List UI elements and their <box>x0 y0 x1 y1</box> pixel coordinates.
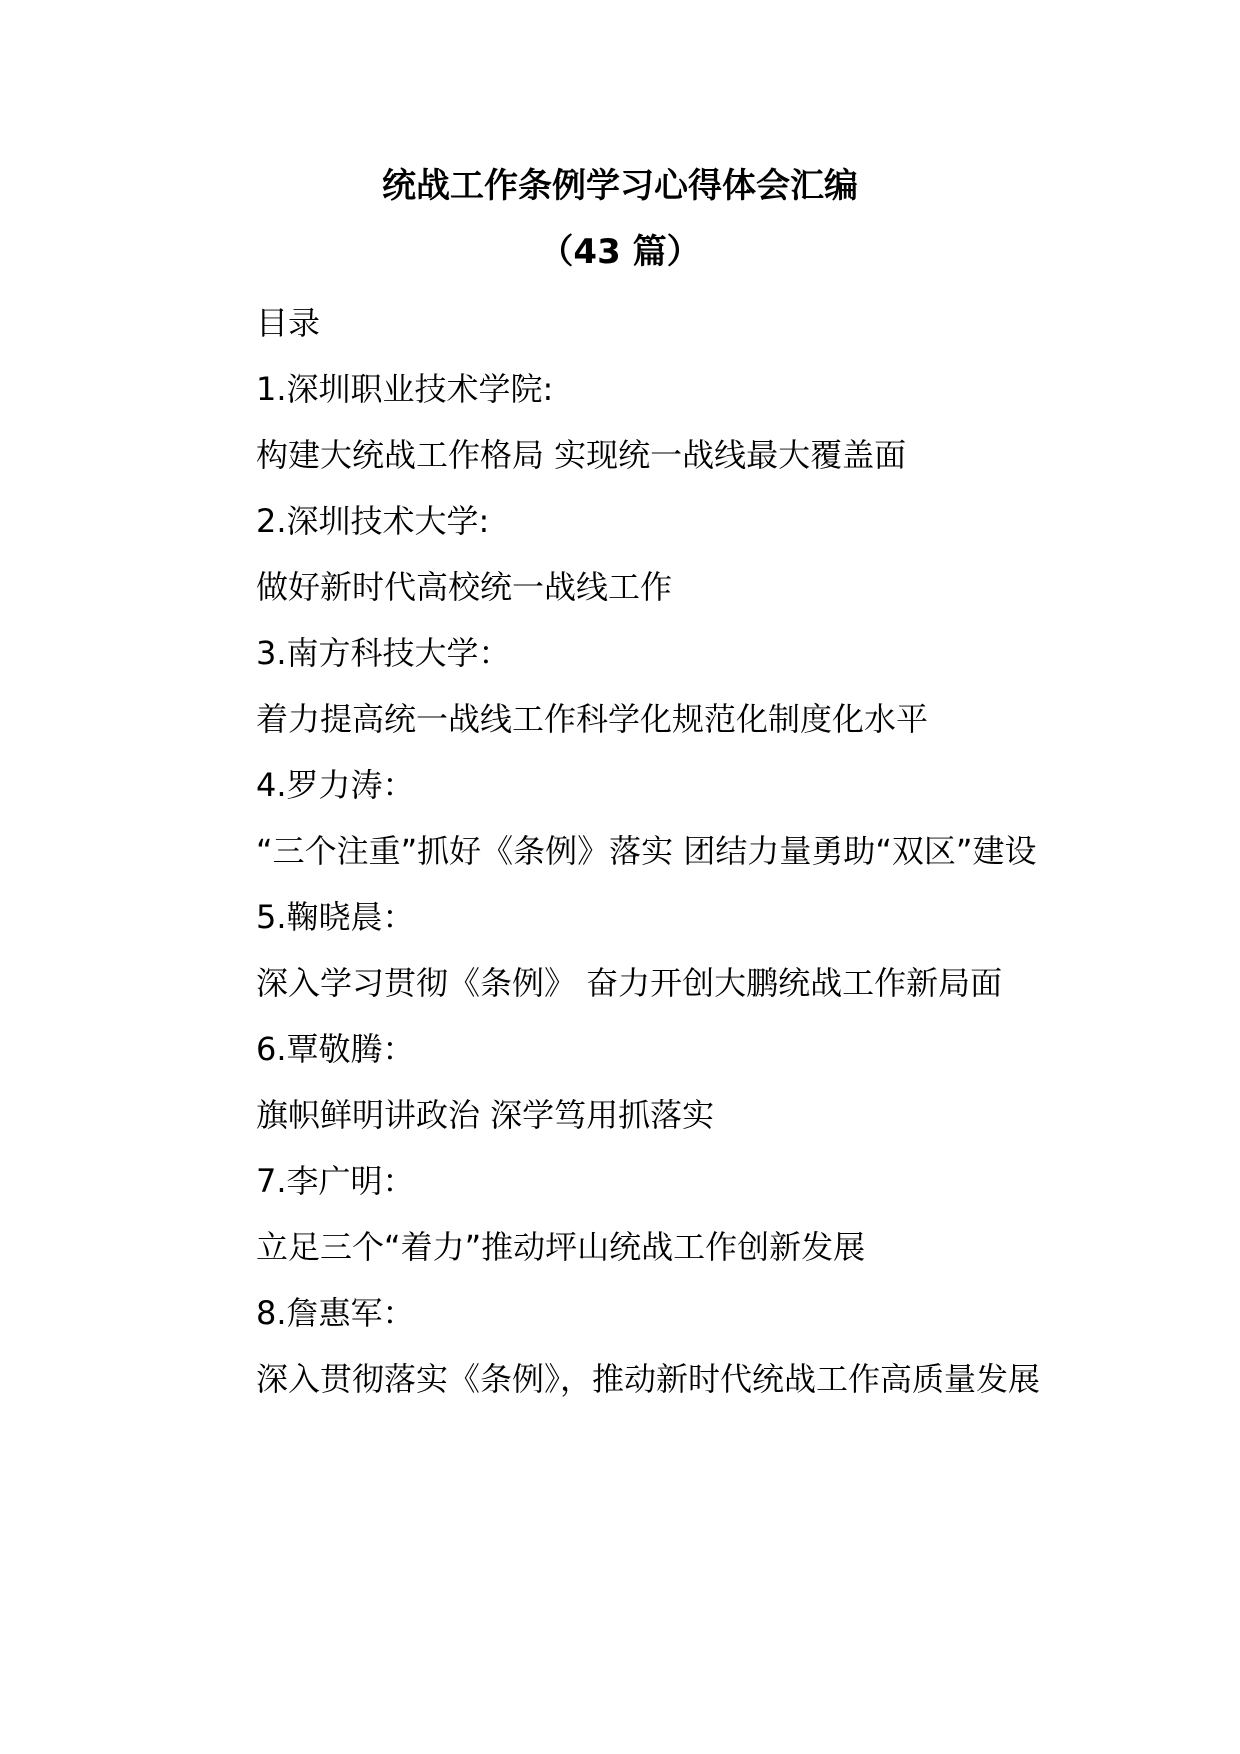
toc-entry-source: 2.深圳技术大学: <box>256 502 490 540</box>
toc-entry-source: 5.鞠晓晨： <box>256 898 415 936</box>
toc-entry-source: 3.南方科技大学： <box>256 634 511 672</box>
toc-entry-title: 着力提高统一战线工作科学化规范化制度化水平 <box>256 700 929 738</box>
toc-entry-source: 8.詹惠军： <box>256 1294 415 1332</box>
toc-heading: 目录 <box>256 304 321 342</box>
toc-entry-title: “三个注重”抓好《条例》落实 团结力量勇助“双区”建设 <box>256 832 1037 870</box>
toc-entry-title: 构建大统战工作格局 实现统一战线最大覆盖面 <box>256 436 907 474</box>
toc-entry-source: 1.深圳职业技术学院: <box>256 370 554 408</box>
toc-entry-source: 4.罗力涛： <box>256 766 415 804</box>
toc-entry-title: 做好新时代高校统一战线工作 <box>256 568 673 606</box>
toc-entry-source: 7.李广明： <box>256 1162 415 1200</box>
document-title: 统战工作条例学习心得体会汇编 <box>382 166 858 206</box>
toc-entry-source: 6.覃敬腾： <box>256 1030 415 1068</box>
toc-entry-title: 深入贯彻落实《条例》，推动新时代统战工作高质量发展 <box>256 1360 1041 1398</box>
toc-entry-title: 旗帜鲜明讲政治 深学笃用抓落实 <box>256 1096 715 1134</box>
toc-entry-title: 立足三个“着力”推动坪山统战工作创新发展 <box>256 1228 866 1266</box>
document-subtitle: （43 篇） <box>539 232 701 272</box>
document-body <box>188 290 1058 1412</box>
toc-entry-title: 深入学习贯彻《条例》 奋力开创大鹏统战工作新局面 <box>256 964 1003 1002</box>
